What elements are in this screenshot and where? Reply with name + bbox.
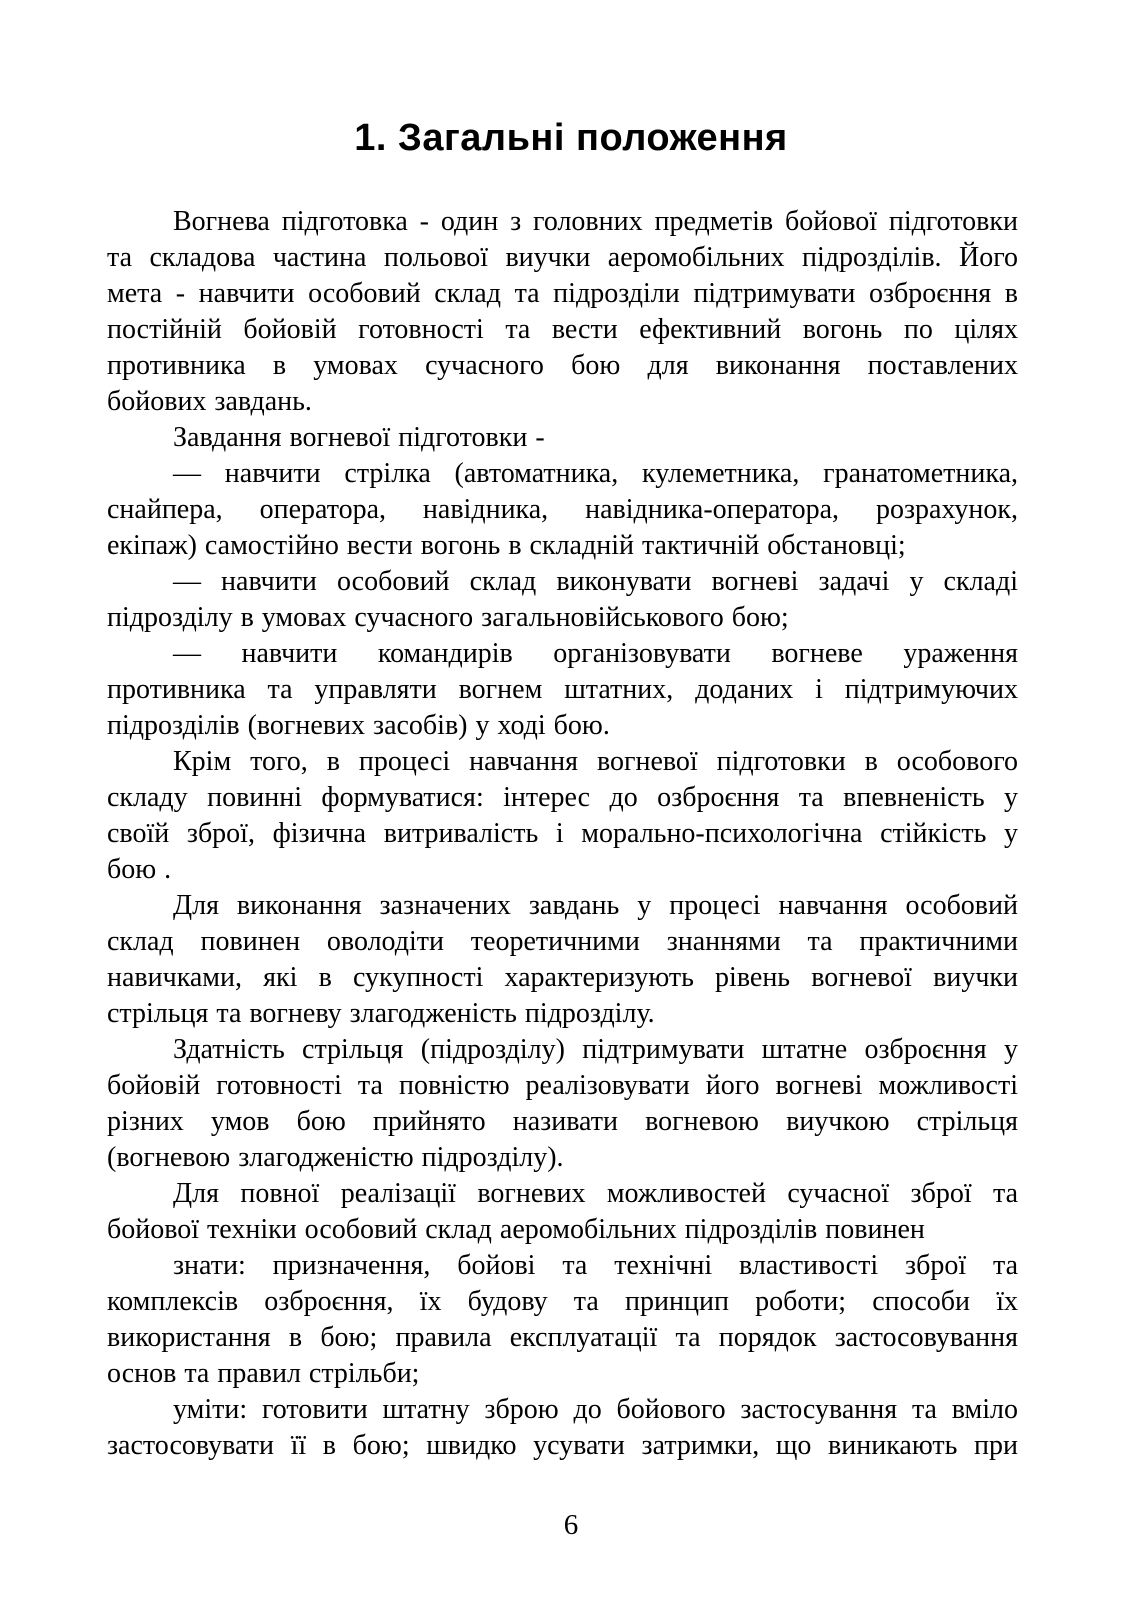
text-line: бойової техніки особовий склад аеромобільних підрозділів повинен bbox=[107, 1214, 925, 1245]
text-line: Вогнева підготовка - один з головних предметів бойової підготовки bbox=[173, 206, 1018, 237]
text-line: — навчити особовий склад виконувати вогневі задачі у складі bbox=[173, 566, 1018, 597]
paragraph bbox=[107, 1176, 1018, 1248]
paragraph bbox=[107, 456, 1018, 564]
text-line: стрільця та вогневу злагодженість підрозділу. bbox=[107, 998, 655, 1029]
text-line: (вогневою злагодженістю підрозділу). bbox=[107, 1142, 564, 1173]
text-line: Здатність стрільця (підрозділу) підтримувати штатне озброєння у bbox=[173, 1034, 1018, 1065]
text-line: використання в бою; правила експлуатації та порядок застосовування bbox=[107, 1322, 1018, 1353]
text-line: та складова частина польової виучки аеромобільних підрозділів. Його bbox=[107, 242, 1018, 273]
text-line: мета - навчити особовий склад та підрозділи підтримувати озброєння в bbox=[107, 278, 1018, 309]
paragraph bbox=[107, 1032, 1018, 1176]
text-line: екіпаж) самостійно вести вогонь в складній тактичній обстановці; bbox=[107, 530, 906, 561]
text-line: постійній бойовій готовності та вести ефективний вогонь по цілях bbox=[107, 314, 1018, 345]
text-line: підрозділу в умовах сучасного загальновійськового бою; bbox=[107, 602, 789, 633]
paragraph bbox=[107, 420, 1018, 456]
text-line: — навчити командирів організовувати вогневе ураження bbox=[173, 638, 1018, 669]
text-line: противника в умовах сучасного бою для виконання поставлених bbox=[107, 350, 1018, 381]
text-line: своїй зброї, фізична витривалість і морально-психологічна стійкість у bbox=[107, 818, 1018, 849]
text-line: — навчити стрілка (автоматника, кулеметника, гранатометника, bbox=[173, 458, 1018, 489]
text-line: бойових завдань. bbox=[107, 386, 312, 417]
text-line: комплексів озброєння, їх будову та принцип роботи; способи їх bbox=[107, 1286, 1018, 1317]
text-line: складу повинні формуватися: інтерес до озброєння та впевненість у bbox=[107, 782, 1018, 813]
document-body bbox=[107, 204, 1018, 1464]
text-line: застосовувати її в бою; швидко усувати затримки, що виникають при bbox=[107, 1430, 1018, 1461]
paragraph bbox=[107, 204, 1018, 420]
text-line: снайпера, оператора, навідника, навідника-оператора, розрахунок, bbox=[107, 494, 1018, 525]
text-line: знати: призначення, бойові та технічні властивості зброї та bbox=[173, 1250, 1018, 1281]
text-line: бою . bbox=[107, 854, 172, 885]
text-line: склад повинен оволодіти теоретичними знаннями та практичними bbox=[107, 926, 1018, 957]
text-line: Для повної реалізації вогневих можливостей сучасної зброї та bbox=[173, 1178, 1018, 1209]
page-title: 1. Загальні положення bbox=[354, 117, 788, 159]
text-line: різних умов бою прийнято називати вогневою виучкою стрільця bbox=[107, 1106, 1018, 1137]
paragraph bbox=[107, 564, 1018, 636]
text-line: уміти: готовити штатну зброю до бойового застосування та вміло bbox=[173, 1394, 1018, 1425]
text-line: бойовій готовності та повністю реалізовувати його вогневі можливості bbox=[107, 1070, 1018, 1101]
text-line: основ та правил стрільби; bbox=[107, 1358, 420, 1389]
paragraph bbox=[107, 1392, 1018, 1464]
paragraph bbox=[107, 636, 1018, 744]
paragraph bbox=[107, 888, 1018, 1032]
text-line: навичками, які в сукупності характеризують рівень вогневої виучки bbox=[107, 962, 1018, 993]
page-number: 6 bbox=[563, 1509, 579, 1541]
text-line: противника та управляти вогнем штатних, доданих і підтримуючих bbox=[107, 674, 1018, 705]
paragraph bbox=[107, 1248, 1018, 1392]
text-line: Крім того, в процесі навчання вогневої підготовки в особового bbox=[173, 746, 1018, 777]
text-line: підрозділів (вогневих засобів) у ході бою. bbox=[107, 710, 610, 741]
text-line: Завдання вогневої підготовки - bbox=[173, 422, 545, 453]
paragraph bbox=[107, 744, 1018, 888]
text-line: Для виконання зазначених завдань у процесі навчання особовий bbox=[173, 890, 1018, 921]
